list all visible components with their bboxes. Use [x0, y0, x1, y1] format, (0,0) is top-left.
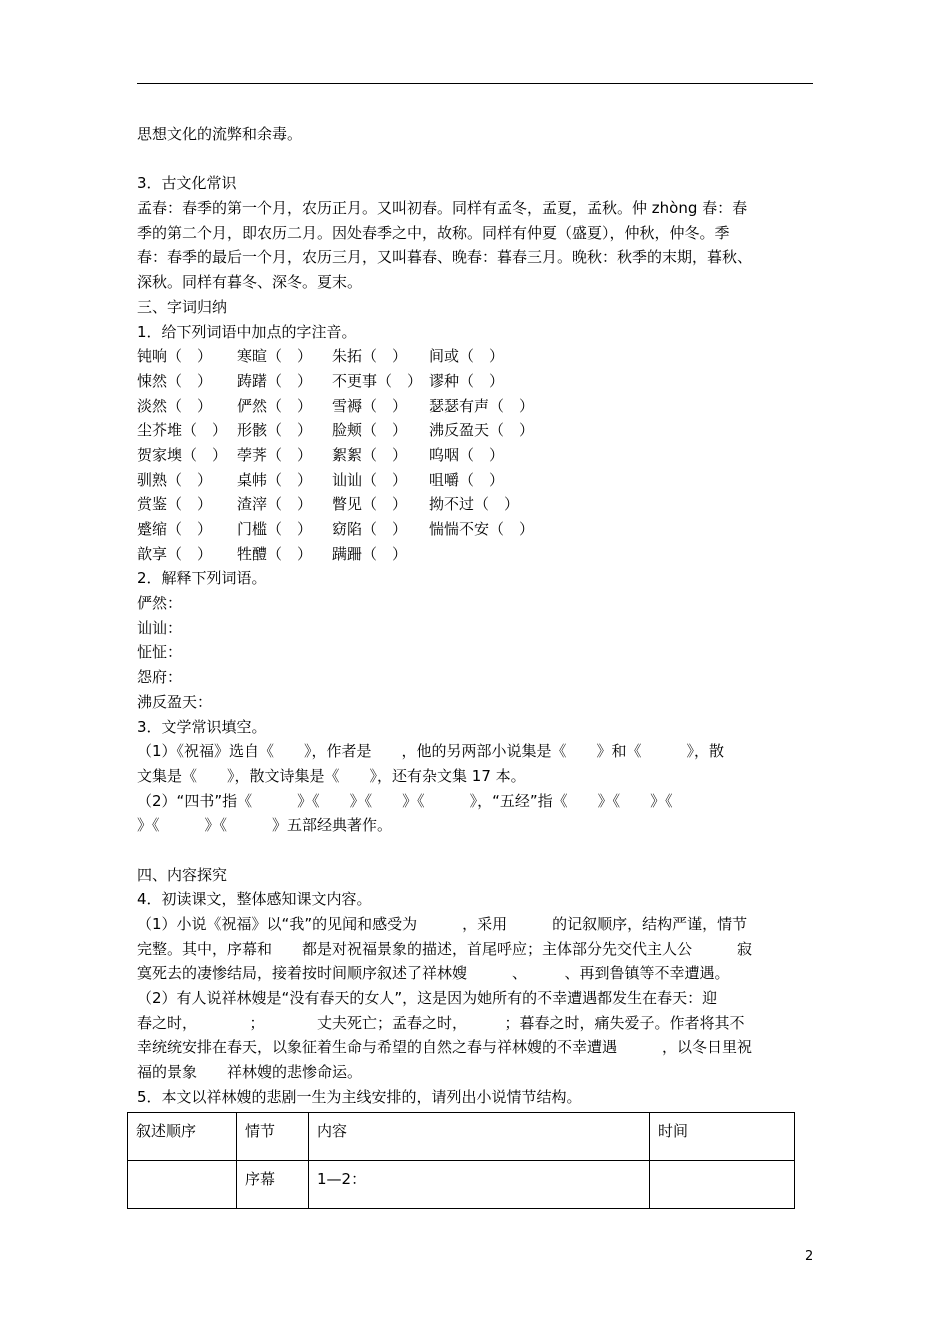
vocab-item: 荸荠（ ）: [237, 445, 313, 464]
analysis-line: （1）小说《祝福》以“我”的见闻和感受为 ，采用 的记叙顺序，结构严谨，情节: [137, 915, 748, 933]
fill-line: （1）《祝福》选自《 》，作者是 ，他的另两部小说集是《 》和《 》，散: [137, 742, 725, 761]
vocab-item: 俨然（ ）: [237, 396, 313, 415]
vocab-item: 形骸（ ）: [237, 421, 313, 440]
vocab-item: 蹒跚（ ）: [332, 544, 408, 563]
vocab-item: 渣滓（ ）: [237, 495, 313, 514]
vocab-item: 淡然（ ）: [137, 396, 213, 415]
culture-line: 孟春：春季的第一个月，农历正月。又叫初春。同样有孟冬，孟夏，孟秋。仲 zhòng 春：春: [137, 199, 748, 218]
term-line: 讪讪：: [137, 618, 183, 637]
page-content: [137, 122, 817, 1209]
vocab-item: 讪讪（ ）: [332, 470, 408, 489]
question-3: 3．文学常识填空。: [137, 717, 267, 736]
analysis-line: （2）有人说祥林嫂是“没有春天的女人”，这是因为她所有的不幸遭遇都发生在春天：迎: [137, 989, 718, 1008]
intro-line: 思想文化的流弊和余毒。: [137, 125, 303, 143]
vocab-item: 牲醴（ ）: [237, 544, 313, 563]
vocab-item: 呜咽（ ）: [429, 445, 505, 464]
vocab-row: [137, 468, 817, 493]
table-header-cell: 时间: [650, 1112, 795, 1160]
analysis-line: 福的景象 祥林嫂的悲惨命运。: [137, 1063, 363, 1082]
vocab-item: 惴惴不安（ ）: [429, 520, 535, 538]
table-header-cell: 叙述顺序: [128, 1112, 237, 1160]
vocab-item: 桌帏（ ）: [237, 470, 313, 489]
vocab-item: 歆享（ ）: [137, 544, 213, 563]
vocab-item: 雪褥（ ）: [332, 396, 408, 415]
vocab-item: 咀嚼（ ）: [429, 470, 505, 489]
fill-line: （2）“四书”指《 》《 》《 》《 》，“五经”指《 》《 》《: [137, 791, 673, 810]
table-cell: [128, 1160, 237, 1208]
vocab-row: [137, 517, 817, 542]
plot-structure-table: [127, 1112, 795, 1209]
analysis-line: 寞死去的凄惨结局，接着按时间顺序叙述了祥林嫂 、 、再到鲁镇等不幸遭遇。: [137, 964, 730, 983]
fill-line: 》《 》《 》五部经典著作。: [137, 816, 393, 835]
vocab-item: 絮絮（ ）: [332, 445, 408, 464]
section-3-title: 3．古文化常识: [137, 174, 237, 193]
header-rule: [137, 83, 813, 84]
vocab-item: 赏鉴（ ）: [137, 495, 213, 514]
question-1: 1．给下列词语中加点的字注音。: [137, 322, 357, 341]
fill-line: 文集是《 》，散文诗集是《 》，还有杂文集 17 本。: [137, 766, 526, 785]
table-header-row: [128, 1112, 795, 1160]
vocab-item: 尘芥堆（ ）: [137, 421, 228, 440]
analysis-line: 春之时， ； 丈夫死亡；孟春之时， ；暮春之时，痛失爱子。作者将其不: [137, 1013, 745, 1032]
vocab-item: [429, 542, 609, 567]
table-row: [128, 1160, 795, 1208]
vocab-row: [137, 369, 817, 394]
vocab-item: 脸颊（ ）: [332, 421, 408, 440]
question-2: 2．解释下列词语。: [137, 569, 267, 588]
vocab-row: [137, 418, 817, 443]
vocab-item: 驯熟（ ）: [137, 470, 213, 489]
vocab-item: 寒暄（ ）: [237, 347, 313, 366]
vocab-row: [137, 344, 817, 369]
vocab-item: 钝响（ ）: [137, 347, 213, 366]
part-4-heading: 四、内容探究: [137, 865, 228, 884]
vocab-item: 瑟瑟有声（ ）: [429, 396, 535, 415]
table-cell: 序幕: [237, 1160, 309, 1208]
vocab-item: 悚然（ ）: [137, 371, 213, 390]
term-line: 怔怔：: [137, 643, 183, 662]
table-cell: 1—2：: [309, 1160, 650, 1208]
vocab-item: 蹙缩（ ）: [137, 520, 213, 538]
term-line: 沸反盈天：: [137, 692, 213, 711]
table-cell: [650, 1160, 795, 1208]
vocab-row: [137, 542, 817, 567]
vocab-row: [137, 443, 817, 468]
analysis-line: 完整。其中，序幕和 都是对祝福景象的描述，首尾呼应；主体部分先交代主人公 寂: [137, 939, 753, 958]
vocab-item: 朱拓（ ）: [332, 347, 408, 366]
table-header-cell: 情节: [237, 1112, 309, 1160]
culture-line: 春：春季的最后一个月，农历三月，又叫暮春、晚春：暮春三月。晚秋：秋季的末期，暮秋、: [137, 248, 753, 267]
vocab-item: 沸反盈天（ ）: [429, 421, 535, 440]
culture-line: 深秋。同样有暮冬、深冬。夏末。: [137, 273, 363, 292]
vocab-item: 瞥见（ ）: [332, 495, 408, 514]
term-line: 俨然：: [137, 594, 183, 613]
culture-line: 季的第二个月，即农历二月。因处春季之中，故称。同样有仲夏（盛夏），仲秋，仲冬。季: [137, 223, 730, 242]
page-number: 2: [805, 1249, 814, 1264]
vocab-item: 贺家墺（ ）: [137, 445, 228, 464]
table-header-cell: 内容: [309, 1112, 650, 1160]
vocab-item: 窈陷（ ）: [332, 520, 408, 538]
vocab-item: 不更事（ ）: [332, 371, 423, 390]
question-4: 4．初读课文，整体感知课文内容。: [137, 890, 372, 909]
analysis-line: 幸统统安排在春天，以象征着生命与希望的自然之春与祥林嫂的不幸遭遇 ，以冬日里祝: [137, 1038, 753, 1057]
vocab-item: 踌躇（ ）: [237, 371, 313, 390]
question-5: 5．本文以祥林嫂的悲剧一生为主线安排的，请列出小说情节结构。: [137, 1087, 582, 1106]
vocab-item: 拗不过（ ）: [429, 495, 520, 514]
vocab-item: 间或（ ）: [429, 347, 505, 366]
vocab-row: [137, 492, 817, 517]
vocab-item: 门槛（ ）: [237, 520, 313, 538]
vocab-item: 谬种（ ）: [429, 371, 505, 390]
part-3-heading: 三、字词归纳: [137, 297, 228, 316]
vocab-row: [137, 394, 817, 419]
term-line: 怨府：: [137, 668, 183, 687]
